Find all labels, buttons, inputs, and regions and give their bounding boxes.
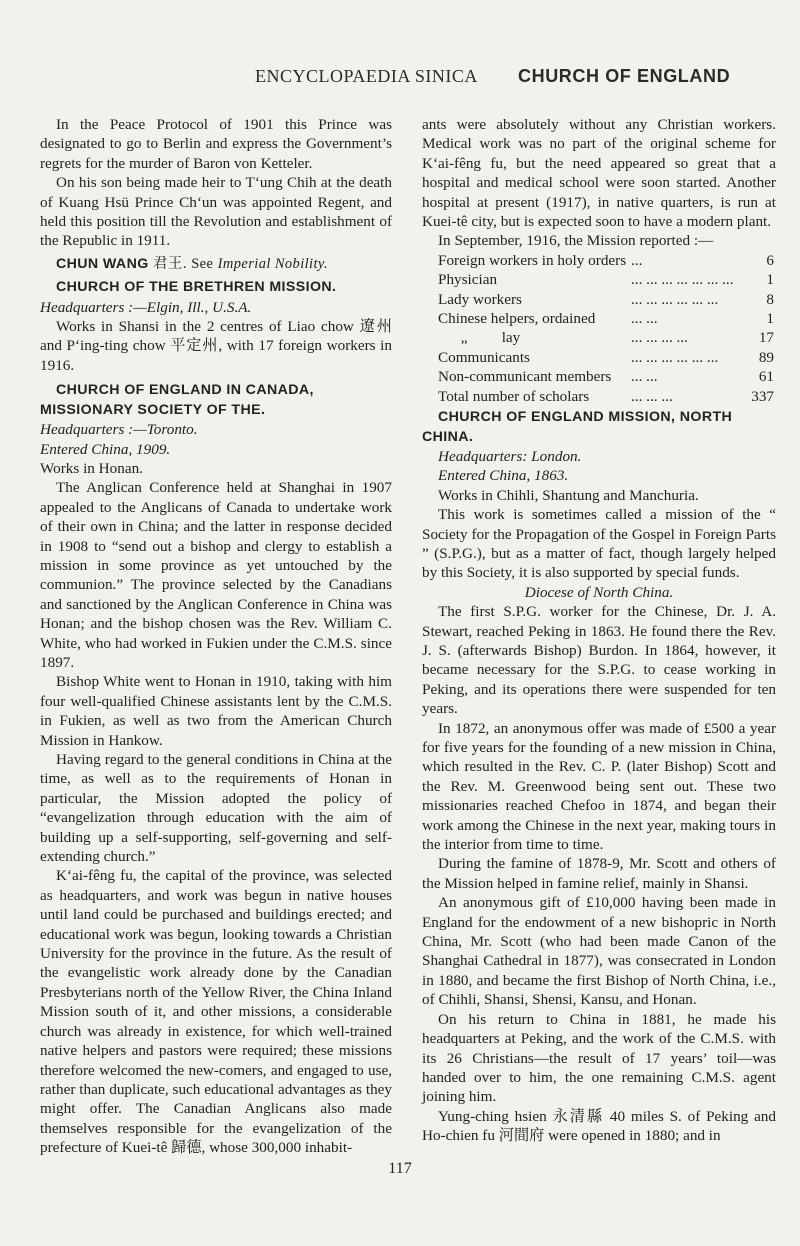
diocese-heading: Diocese of North China. <box>524 583 674 601</box>
paragraph: During the famine of 1878-9, Mr. Scott and others of the Mission helped in famine relief, mainly in Shansi. <box>422 855 776 892</box>
stats-value: 1 <box>766 271 774 289</box>
stats-leader-dots: ... ... <box>630 368 658 386</box>
stats-label: Physician <box>438 271 498 289</box>
stats-row <box>438 251 792 270</box>
stats-value: 17 <box>758 329 774 347</box>
works-in: Works in Chihli, Shantung and Manchuria. <box>438 486 699 504</box>
right-column <box>422 115 776 1146</box>
paragraph: The Anglican Conference held at Shanghai in 1907 appealed to the Anglicans of Canada to undertake work of their own in China; and the latter in response decided in 1908 to “send out a bishop and clergy to establish a mission in some province as yet untouched by the communion.” The province selected by the Canadians and sanctioned by the Anglican Conference in China was Honan; and the bishop chosen was the Rev. William C. White, who had worked in Fukien under the C.M.S. since 1897. <box>40 479 392 671</box>
entry-chun-wang <box>40 255 392 274</box>
stats-row <box>438 309 792 328</box>
paragraph: K‘ai-fêng fu, the capital of the province, was selected as headquarters, and work was begun in native houses until land could be purchased and buildings erected; and educational work was begun, looking towards a Christian University for the province in the future. As the result of the evangelistic work already done by the Canadian Presbyterians north of the Yellow River, the China Inland Mission south of it, and other missions, a considerable church was already in existence, for which well-trained native helpers and pastors were required; these missions therefore welcomed the new-comers, and engaged to use, rather than duplicate, such educational advantages as they might offer. The Canadian Anglicans also made themselves responsible for the evangelization of the prefecture of Kuei-tê 歸德, whose 300,000 inhabit- <box>40 867 392 1157</box>
stats-value: 1 <box>766 310 774 328</box>
entry-title: CHURCH OF THE BRETHREN MISSION. <box>56 279 337 296</box>
stats-leader-dots: ... ... <box>630 310 658 328</box>
stats-row <box>438 348 792 367</box>
stats-row <box>438 328 792 347</box>
section-title: CHURCH OF ENGLAND <box>518 66 731 86</box>
headquarters: Headquarters :—Toronto. <box>40 421 198 439</box>
stats-leader-dots: ... ... ... ... <box>630 329 688 347</box>
running-title: ENCYCLOPAEDIA SINICA <box>255 66 478 86</box>
paragraph: Bishop White went to Honan in 1910, taking with him four well-qualified Chinese assistants lent by the C.M.S. in Fukien, as well as two from the American Church Mission in Hankow. <box>40 673 392 749</box>
headquarters: Headquarters: London. <box>438 447 582 465</box>
see-word: See <box>191 255 214 272</box>
stats-label: „ lay <box>438 329 521 347</box>
paragraph: An anonymous gift of £10,000 having been made in England for the endowment of a new bishopric in North China, Mr. Scott (who had been made Canon of the Shanghai Cathedral in 1877), was consecrated in London in 1880, and became the first Bishop of North China, i.e., of Chihli, Shansi, Shensi, Kansu, and Honan. <box>422 894 776 1009</box>
stats-value: 337 <box>751 387 774 405</box>
paragraph: Works in Shansi in the 2 centres of Liao chow 遼州 and P‘ing-ting chow 平定州, with 17 foreign workers in 1916. <box>40 318 392 374</box>
stats-value: 8 <box>766 290 774 308</box>
stats-label: Foreign workers in holy orders <box>438 251 627 269</box>
entry-title: CHUN WANG <box>56 255 149 272</box>
stats-leader-dots: ... ... ... ... ... ... <box>630 348 719 366</box>
stats-row <box>438 367 792 386</box>
entry-title: CHURCH OF ENGLAND IN CANADA, MISSIONARY SOCIETY OF THE. <box>40 382 314 418</box>
paragraph: On his return to China in 1881, he made his headquarters at Peking, and the work of the C.M.S. with its 26 Christians—the result of 17 years’ toil—was handed over to him, the one remaining C.M.S. agent joining him. <box>422 1010 776 1106</box>
stats-value: 61 <box>758 368 774 386</box>
paragraph: This work is sometimes called a mission of the “ Society for the Propagation of the Gospel in Foreign Parts ” (S.P.G.), but as a matter of fact, though largely helped by this Society, it is also supported by special funds. <box>422 506 776 582</box>
paragraph: The first S.P.G. worker for the Chinese, Dr. J. A. Stewart, reached Peking in 1863. He found there the Rev. J. S. (afterwards Bishop) Burdon. In 1864, however, it became necessary for the S.P.G. to cease working in Peking, and its operations there were suspended for ten years. <box>422 603 776 718</box>
stats-label: Chinese helpers, ordained <box>438 310 596 328</box>
left-column <box>40 115 392 1158</box>
cross-reference: Imperial Nobility. <box>217 255 328 272</box>
stats-row <box>438 270 792 289</box>
stats-leader-dots: ... ... ... ... ... ... <box>630 290 719 308</box>
running-header <box>0 66 800 90</box>
entered-china: Entered China, 1909. <box>40 440 171 458</box>
paragraph: ants were absolutely without any Christian workers. Medical work was no part of the original scheme for K‘ai-fêng fu, but the need appeared so great that a hospital and medical school were soon started. Another hospital at present (1917), in native quarters, is run at Kuei-tê city, but is expected soon to have a modern plant. <box>422 116 776 231</box>
stats-row <box>438 387 792 406</box>
stats-label: Communicants <box>438 348 530 366</box>
stats-leader-dots: ... ... ... <box>630 387 673 405</box>
stats-label: Lady workers <box>438 290 522 308</box>
stats-label: Total number of scholars <box>438 387 590 405</box>
paragraph: Having regard to the general conditions in China at the time, as well as to the requirements of Honan in particular, the Mission adopted the policy of “evangelization through education with the aim of building up a self-supporting, self-governing and self-extending church.” <box>40 751 392 866</box>
entered-china: Entered China, 1863. <box>438 467 569 485</box>
stats-value: 6 <box>766 251 774 269</box>
stats-row <box>438 290 792 309</box>
paragraph: On his son being made heir to T‘ung Chih at the death of Kuang Hsü Prince Ch‘un was appointed Regent, and held this position till the Revolution and establishment of the Republic in 1911. <box>40 174 392 250</box>
entry-title: CHURCH OF ENGLAND MISSION, NORTH CHINA. <box>422 409 733 445</box>
paragraph: In 1872, an anonymous offer was made of £500 a year for five years for the founding of a new mission in China, which resulted in the Rev. C. P. (later Bishop) Scott and the Rev. M. Greenwood being sent out. These two missionaries reached Chefoo in 1874, and began their work among the Chinese in the next year, making tours in the interior from time to time. <box>422 719 776 854</box>
stats-label: Non-communicant members <box>438 368 612 386</box>
mission-statistics-table <box>438 251 792 406</box>
paragraph: In the Peace Protocol of 1901 this Prince was designated to go to Berlin and express the Government’s regrets for the murder of Baron von Ketteler. <box>40 116 392 172</box>
page-number: 117 <box>388 1160 412 1177</box>
stats-leader-dots: ... <box>630 251 643 269</box>
paragraph: In September, 1916, the Mission reported :— <box>438 232 714 250</box>
stats-value: 89 <box>758 348 774 366</box>
stats-leader-dots: ... ... ... ... ... ... ... <box>630 271 734 289</box>
entry-chinese: 君王. <box>153 255 187 272</box>
headquarters: Headquarters :—Elgin, Ill., U.S.A. <box>40 298 252 316</box>
works-in: Works in Honan. <box>40 459 143 477</box>
paragraph: Yung-ching hsien 永清縣 40 miles S. of Peking and Ho-chien fu 河間府 were opened in 1880; and in <box>422 1107 776 1145</box>
